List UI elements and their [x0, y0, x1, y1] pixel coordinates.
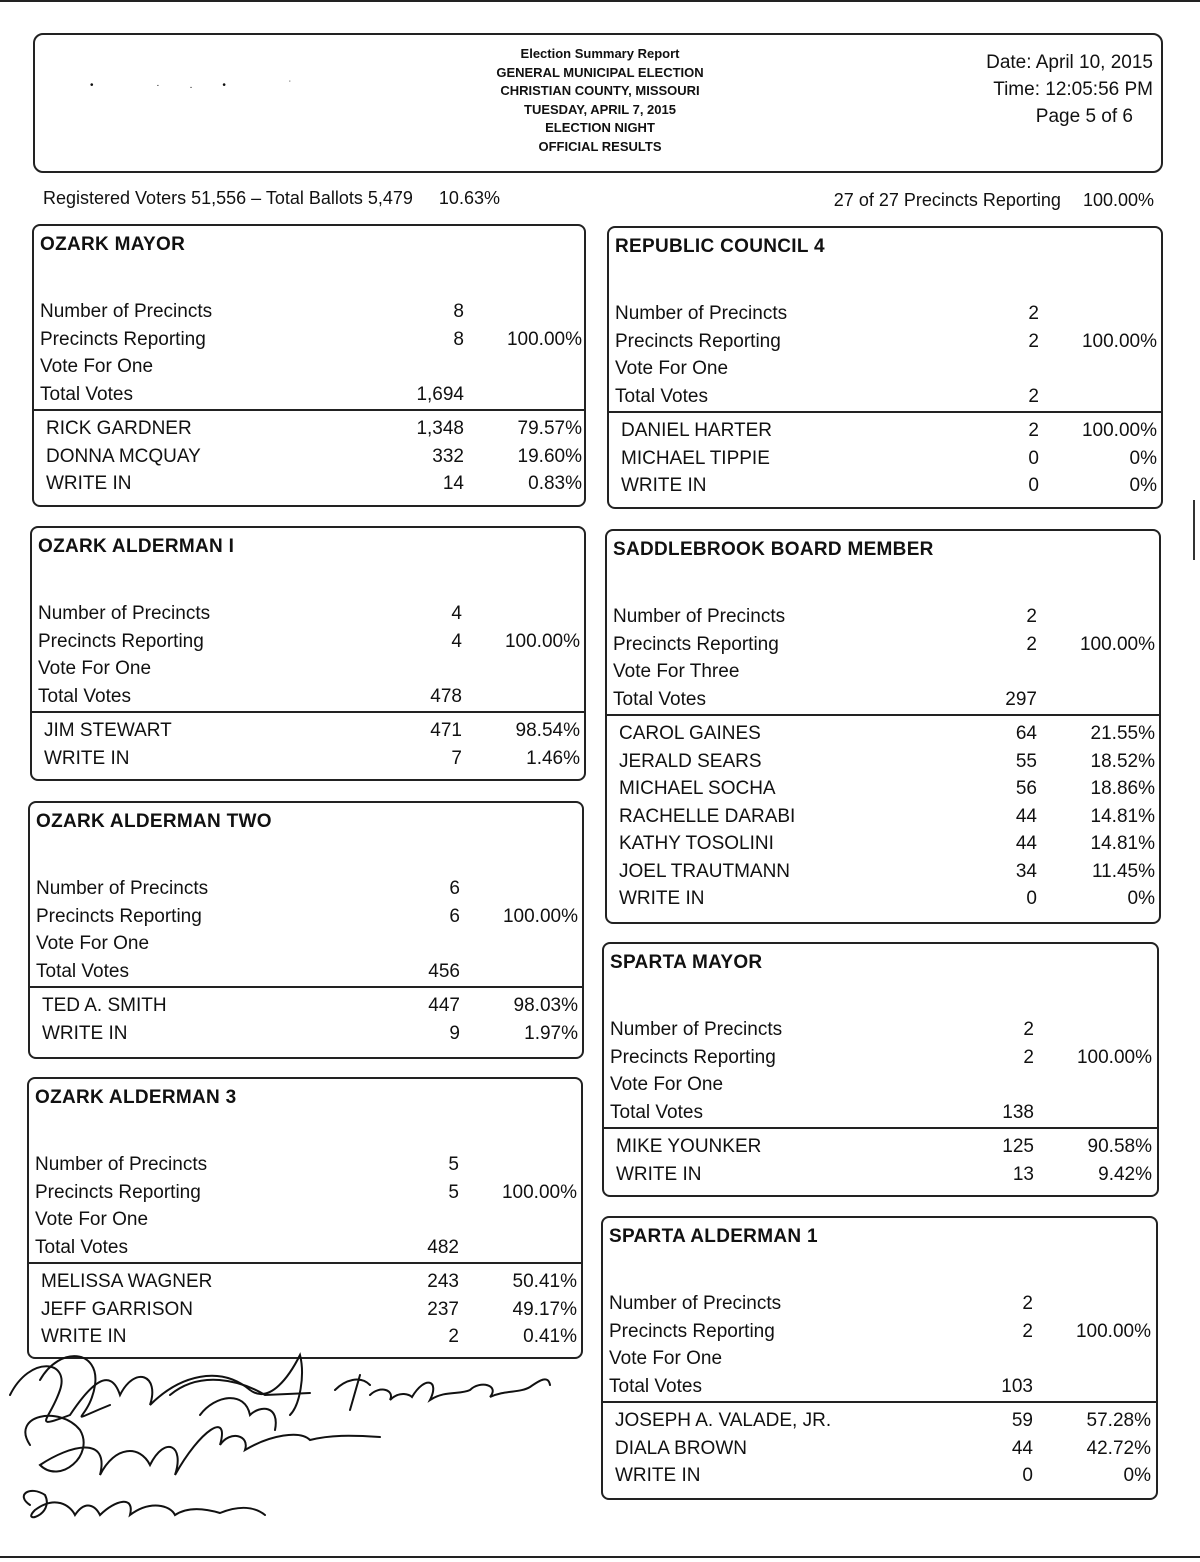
candidate-row [619, 830, 1159, 858]
precincts-reporting-percent: 100.00% [1081, 330, 1157, 352]
precincts-reporting-count: 2 [1022, 1320, 1033, 1342]
precincts-reporting-label: Precincts Reporting [40, 328, 206, 350]
total-votes-label: Total Votes [613, 688, 706, 710]
candidate-row-count: 14 [442, 473, 464, 494]
contest-box-ozark-alderman-1 [30, 526, 586, 781]
candidate-row [621, 472, 1161, 500]
contest-box-ozark-mayor [32, 224, 586, 507]
turnout-summary [43, 188, 500, 209]
contest-stats [40, 298, 584, 408]
contest-box-sparta-alderman-1 [601, 1216, 1158, 1500]
contest-stats [615, 300, 1161, 410]
number-of-precincts-label: Number of Precincts [610, 1019, 783, 1040]
total-votes [38, 683, 584, 711]
candidate-row [616, 1161, 1157, 1189]
candidate-row-percent: 57.28% [1086, 1410, 1151, 1431]
total-votes [35, 1234, 581, 1262]
precincts-reporting-count: 4 [451, 630, 462, 652]
certification-signatures [0, 1335, 580, 1545]
candidate-row-count: 125 [1002, 1136, 1034, 1157]
candidate-row [619, 858, 1159, 886]
total-votes-count: 482 [427, 1236, 459, 1258]
candidate-row-percent: 9.42% [1098, 1163, 1152, 1185]
candidate-row-percent: 0% [1129, 475, 1157, 496]
candidate-row-label: DIALA BROWN [615, 1437, 747, 1459]
precincts-reporting-percent: 100.00% [1075, 1320, 1151, 1342]
candidate-row-percent: 21.55% [1090, 723, 1155, 744]
candidate-row [619, 885, 1159, 913]
candidate-row-label: JERALD SEARS [619, 750, 762, 772]
contest-stats [609, 1290, 1156, 1400]
candidate-row-label: TED A. SMITH [42, 995, 167, 1016]
candidate-list [42, 992, 582, 1047]
candidate-row-count: 471 [430, 720, 462, 741]
number-of-precincts-count: 2 [1026, 606, 1037, 627]
candidate-list [616, 1133, 1157, 1188]
candidate-row-label: JOEL TRAUTMANN [619, 860, 791, 882]
contest-stats [36, 875, 582, 985]
precincts-reporting-percent: 100.00% [506, 328, 582, 350]
candidate-row-count: 44 [1015, 833, 1037, 854]
number-of-precincts-label: Number of Precincts [38, 603, 211, 624]
number-of-precincts [36, 875, 582, 903]
vote-for [613, 658, 1159, 686]
scan-border-bottom [0, 1556, 1200, 1558]
number-of-precincts [609, 1290, 1156, 1318]
precincts-reporting-label: Precincts Reporting [615, 330, 781, 352]
scan-border-top [0, 0, 1200, 6]
vote-for-label: Vote For One [38, 658, 152, 679]
number-of-precincts [613, 603, 1159, 631]
candidate-row [41, 1268, 581, 1296]
vote-for [38, 655, 584, 683]
precincts-reporting-label: Precincts Reporting [35, 1181, 201, 1203]
candidate-row-label: WRITE IN [615, 1465, 701, 1486]
candidate-list [619, 720, 1159, 913]
total-votes-count: 2 [1028, 385, 1039, 407]
precincts-reporting-label: Precincts Reporting [613, 633, 779, 655]
vote-for-label: Vote For One [36, 933, 150, 954]
election-name: GENERAL MUNICIPAL ELECTION [496, 64, 704, 80]
number-of-precincts [38, 600, 584, 628]
number-of-precincts-count: 6 [449, 878, 460, 899]
candidate-row-count: 2 [1028, 420, 1039, 441]
candidate-row [619, 720, 1159, 748]
precincts-reporting-label: Precincts Reporting [38, 630, 204, 652]
candidate-row-percent: 0.83% [528, 473, 582, 494]
candidate-row [42, 992, 582, 1020]
candidate-row-percent: 19.60% [517, 445, 582, 467]
number-of-precincts-count: 8 [453, 301, 464, 322]
candidate-row-percent: 18.52% [1090, 750, 1155, 772]
number-of-precincts-count: 5 [448, 1154, 459, 1175]
precincts-reporting-count: 2 [1023, 1046, 1034, 1068]
precincts-reporting-percent: 100.00% [1076, 1046, 1152, 1068]
report-title: Election Summary Report [520, 46, 680, 61]
contest-box-saddlebrook-board-member [605, 529, 1161, 924]
candidate-row [621, 445, 1161, 473]
number-of-precincts [610, 1016, 1157, 1044]
candidate-row-percent: 14.81% [1090, 805, 1155, 827]
vote-for-label: Vote For One [615, 358, 729, 379]
total-votes [610, 1099, 1157, 1127]
contest-divider [30, 986, 582, 988]
contest-stats [613, 603, 1159, 713]
total-votes-count: 103 [1001, 1375, 1033, 1397]
candidate-row-percent: 98.03% [513, 995, 578, 1016]
precincts-reporting-count: 2 [1028, 330, 1039, 352]
contest-title: OZARK ALDERMAN I [38, 536, 235, 557]
candidate-row-count: 9 [449, 1022, 460, 1044]
total-votes-count: 1,694 [416, 383, 464, 405]
candidate-row-label: WRITE IN [42, 1022, 128, 1044]
contest-divider [604, 1127, 1157, 1129]
candidate-row-percent: 0% [1127, 888, 1155, 909]
candidate-row [46, 470, 584, 498]
candidate-row [619, 775, 1159, 803]
candidate-row-percent: 49.17% [512, 1298, 577, 1320]
candidate-row [615, 1407, 1156, 1435]
candidate-row-label: WRITE IN [619, 888, 705, 909]
report-meta [923, 49, 1153, 130]
candidate-row-count: 447 [428, 995, 460, 1016]
candidate-row [42, 1020, 582, 1048]
candidate-row-label: KATHY TOSOLINI [619, 833, 774, 854]
total-votes-label: Total Votes [615, 385, 708, 407]
precincts-reporting-count: 6 [449, 905, 460, 927]
contest-title: SPARTA MAYOR [610, 952, 763, 973]
precincts-reporting-label: Precincts Reporting [610, 1046, 776, 1068]
number-of-precincts-count: 2 [1028, 303, 1039, 324]
candidate-row-label: WRITE IN [44, 747, 130, 769]
candidate-row-count: 0 [1028, 447, 1039, 469]
candidate-row-percent: 18.86% [1090, 778, 1155, 799]
precincts-reporting [35, 1179, 581, 1207]
number-of-precincts [615, 300, 1161, 328]
candidate-list [44, 717, 584, 772]
total-votes [40, 381, 584, 409]
report-header [33, 33, 1163, 173]
candidate-row-percent: 100.00% [1081, 420, 1157, 441]
precincts-reporting [609, 1318, 1156, 1346]
number-of-precincts-count: 2 [1023, 1019, 1034, 1040]
total-votes-label: Total Votes [609, 1375, 702, 1397]
candidate-row-percent: 50.41% [512, 1271, 577, 1292]
candidate-list [46, 415, 584, 498]
candidate-row-label: MICHAEL SOCHA [619, 778, 776, 799]
precincts-reporting [40, 326, 584, 354]
report-status: OFFICIAL RESULTS [538, 138, 662, 154]
candidate-row-count: 7 [451, 747, 462, 769]
candidate-row-label: WRITE IN [41, 1326, 127, 1347]
number-of-precincts [40, 298, 584, 326]
total-votes-count: 478 [430, 685, 462, 707]
precincts-reporting-percent: 100.00% [504, 630, 580, 652]
report-phase: ELECTION NIGHT [545, 120, 655, 135]
candidate-row-percent: 79.57% [517, 418, 582, 439]
candidate-list [621, 417, 1161, 500]
contest-divider [29, 1262, 581, 1264]
total-votes-count: 138 [1002, 1101, 1034, 1123]
number-of-precincts-label: Number of Precincts [615, 303, 788, 324]
election-date: TUESDAY, APRIL 7, 2015 [524, 101, 676, 117]
candidate-row [44, 745, 584, 773]
candidate-row-label: CAROL GAINES [619, 723, 761, 744]
total-votes-count: 456 [428, 960, 460, 982]
precincts-reporting-count: 8 [453, 328, 464, 350]
candidate-row-percent: 0.41% [523, 1326, 577, 1347]
candidate-row-count: 332 [432, 445, 464, 467]
candidate-row [619, 748, 1159, 776]
contest-title: REPUBLIC COUNCIL 4 [615, 236, 825, 257]
report-date: Date: April 10, 2015 [986, 52, 1153, 73]
candidate-row-percent: 42.72% [1086, 1437, 1151, 1459]
contest-box-ozark-alderman-two [28, 801, 584, 1059]
contest-box-ozark-alderman-3 [27, 1077, 583, 1359]
candidate-row-count: 1,348 [416, 418, 464, 439]
candidate-row [616, 1133, 1157, 1161]
candidate-list [615, 1407, 1156, 1490]
contest-box-republic-council-4 [607, 226, 1163, 509]
candidate-row-label: MICHAEL TIPPIE [621, 447, 770, 469]
vote-for-label: Vote For One [610, 1074, 724, 1095]
candidate-row-percent: 0% [1123, 1465, 1151, 1486]
precincts-reporting-percent: 100.00% [1079, 633, 1155, 655]
scan-specks: • ·.• ˙ [90, 80, 322, 91]
candidate-row-label: MIKE YOUNKER [616, 1136, 762, 1157]
vote-for-label: Vote For One [40, 356, 154, 377]
page-number: Page 5 of 6 [1035, 106, 1133, 127]
candidate-row-count: 44 [1015, 805, 1037, 827]
county-name: CHRISTIAN COUNTY, MISSOURI [500, 83, 700, 98]
total-votes-label: Total Votes [40, 383, 133, 405]
candidate-row-label: WRITE IN [621, 475, 707, 496]
precincts-percent: 100.00% [1082, 190, 1154, 210]
contest-box-sparta-mayor [602, 942, 1159, 1197]
candidate-row-percent: 14.81% [1090, 833, 1155, 854]
number-of-precincts-count: 4 [451, 603, 462, 624]
turnout-percent: 10.63% [438, 188, 500, 208]
candidate-row-percent: 11.45% [1091, 860, 1155, 882]
precincts-reporting [613, 631, 1159, 659]
candidate-row-label: JIM STEWART [44, 720, 172, 741]
candidate-row-label: DONNA MCQUAY [46, 445, 201, 467]
candidate-row-percent: 1.46% [526, 747, 580, 769]
candidate-row-count: 2 [448, 1326, 459, 1347]
total-votes-label: Total Votes [36, 960, 129, 982]
number-of-precincts-label: Number of Precincts [36, 878, 209, 899]
precincts-reporting-label: Precincts Reporting [609, 1320, 775, 1342]
candidate-row-percent: 90.58% [1087, 1136, 1152, 1157]
precincts-reporting-percent: 100.00% [502, 905, 578, 927]
contest-divider [32, 711, 584, 713]
candidate-row [41, 1296, 581, 1324]
precincts-reporting-count: 2 [1026, 633, 1037, 655]
contest-stats [38, 600, 584, 710]
candidate-row-count: 34 [1015, 860, 1037, 882]
candidate-row-count: 64 [1015, 723, 1037, 744]
number-of-precincts-label: Number of Precincts [35, 1154, 208, 1175]
candidate-row-label: MELISSA WAGNER [41, 1271, 213, 1292]
number-of-precincts-label: Number of Precincts [40, 301, 213, 322]
contest-divider [603, 1401, 1156, 1403]
candidate-row-count: 237 [427, 1298, 459, 1320]
precincts-reporting [36, 903, 582, 931]
candidate-row-percent: 1.97% [524, 1022, 578, 1044]
vote-for-label: Vote For One [35, 1209, 149, 1230]
contest-divider [34, 409, 584, 411]
candidate-row-percent: 0% [1129, 447, 1157, 469]
candidate-row [621, 417, 1161, 445]
number-of-precincts-count: 2 [1022, 1293, 1033, 1314]
candidate-row-count: 13 [1012, 1163, 1034, 1185]
candidate-row [615, 1462, 1156, 1490]
contest-title: SADDLEBROOK BOARD MEMBER [613, 539, 934, 560]
candidate-row-label: RICK GARDNER [46, 418, 192, 439]
candidate-row-count: 0 [1028, 475, 1039, 496]
candidate-row-count: 44 [1011, 1437, 1033, 1459]
candidate-row-label: DANIEL HARTER [621, 420, 772, 441]
number-of-precincts [35, 1151, 581, 1179]
precincts-reporting [615, 328, 1161, 356]
contest-title: OZARK MAYOR [40, 234, 186, 255]
candidate-row-count: 59 [1011, 1410, 1033, 1431]
contest-stats [610, 1016, 1157, 1126]
candidate-row [615, 1435, 1156, 1463]
contest-title: OZARK ALDERMAN 3 [35, 1087, 237, 1108]
total-votes-label: Total Votes [35, 1236, 128, 1258]
total-votes-label: Total Votes [38, 685, 131, 707]
contest-stats [35, 1151, 581, 1261]
candidate-row-label: JOSEPH A. VALADE, JR. [615, 1410, 832, 1431]
registered-voters-text: Registered Voters 51,556 – Total Ballots 5,479 [43, 188, 413, 208]
candidate-row-count: 0 [1022, 1465, 1033, 1486]
vote-for [610, 1071, 1157, 1099]
precincts-reporting-count: 5 [448, 1181, 459, 1203]
total-votes [609, 1373, 1156, 1401]
vote-for [615, 355, 1161, 383]
number-of-precincts-label: Number of Precincts [613, 606, 786, 627]
candidate-row-count: 0 [1026, 888, 1037, 909]
total-votes [36, 958, 582, 986]
candidate-row [46, 415, 584, 443]
candidate-row [619, 803, 1159, 831]
total-votes-count: 297 [1005, 688, 1037, 710]
scan-edge-mark [1193, 500, 1195, 560]
vote-for [609, 1345, 1156, 1373]
candidate-row [46, 443, 584, 471]
precincts-reporting-label: Precincts Reporting [36, 905, 202, 927]
contest-title: SPARTA ALDERMAN 1 [609, 1226, 818, 1247]
report-time: Time: 12:05:56 PM [993, 79, 1153, 100]
total-votes [613, 686, 1159, 714]
total-votes [615, 383, 1161, 411]
candidate-row-count: 56 [1015, 778, 1037, 799]
candidate-row-label: WRITE IN [616, 1163, 702, 1185]
candidate-row [44, 717, 584, 745]
vote-for [36, 930, 582, 958]
precincts-reporting-text: 27 of 27 Precincts Reporting [833, 190, 1061, 210]
vote-for [40, 353, 584, 381]
candidate-row-count: 243 [427, 1271, 459, 1292]
number-of-precincts-label: Number of Precincts [609, 1293, 782, 1314]
precincts-summary [834, 190, 1154, 211]
vote-for-label: Vote For Three [613, 661, 740, 682]
total-votes-label: Total Votes [610, 1101, 703, 1123]
candidate-row-count: 55 [1015, 750, 1037, 772]
contest-divider [607, 714, 1159, 716]
candidate-row-label: JEFF GARRISON [41, 1298, 194, 1320]
contest-title: OZARK ALDERMAN TWO [36, 811, 272, 832]
candidate-row-percent: 98.54% [515, 720, 580, 741]
precincts-reporting [610, 1044, 1157, 1072]
candidate-row-label: RACHELLE DARABI [619, 805, 796, 827]
vote-for-label: Vote For One [609, 1348, 723, 1369]
precincts-reporting-percent: 100.00% [501, 1181, 577, 1203]
contest-divider [609, 411, 1161, 413]
precincts-reporting [38, 628, 584, 656]
vote-for [35, 1206, 581, 1234]
candidate-row-label: WRITE IN [46, 473, 132, 494]
